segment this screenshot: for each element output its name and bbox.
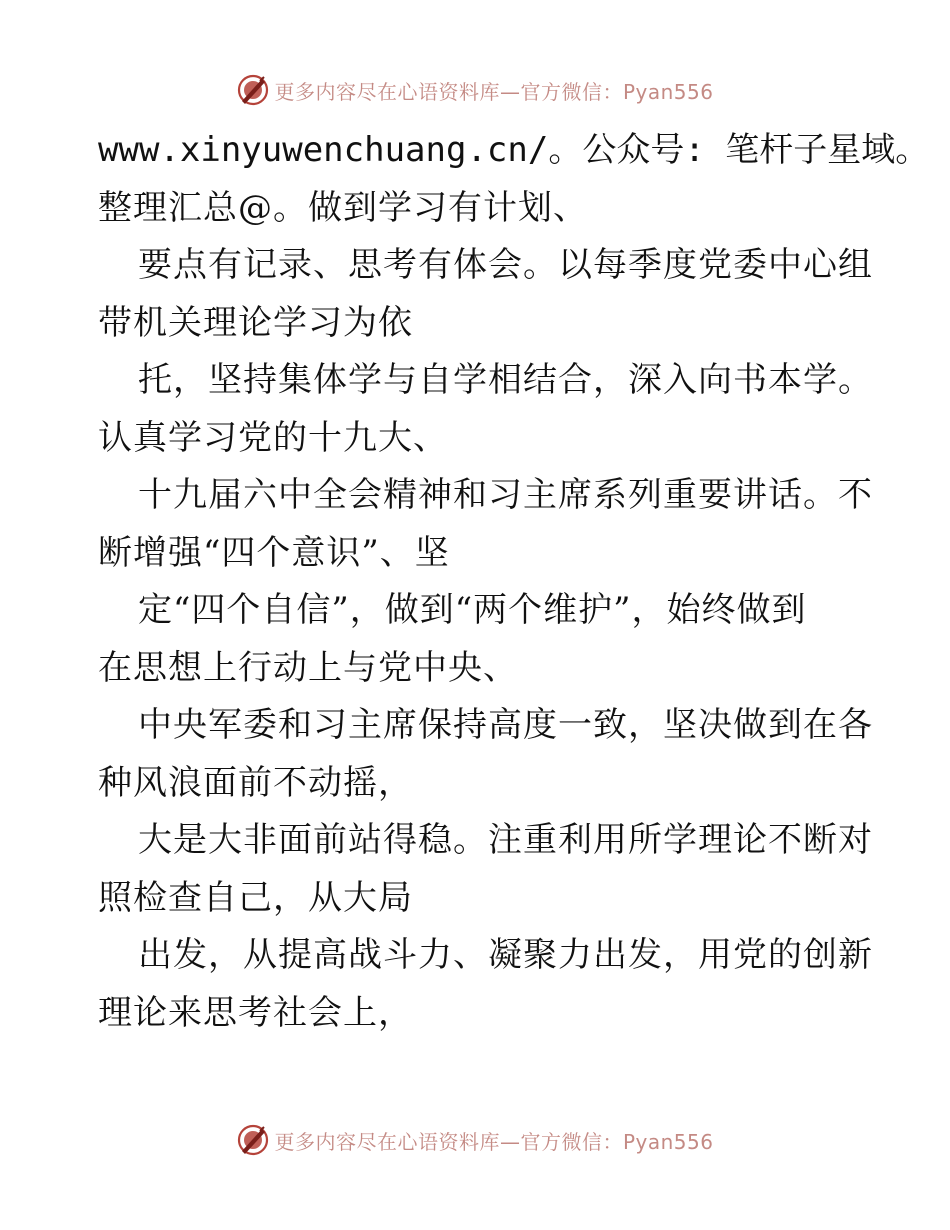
body-line: 认真学习党的十九大、 (98, 417, 448, 458)
body-line: 理论来思考社会上， (98, 992, 413, 1033)
body-line: 种风浪面前不动摇， (98, 762, 413, 803)
document-body (98, 122, 930, 1042)
header-banner (0, 70, 950, 110)
body-line: 托，坚持集体学与自学相结合，深入向书本学。 (138, 360, 873, 400)
footer-banner-text: 更多内容尽在心语资料库—官方微信：Pyan556 (274, 1129, 714, 1154)
body-line: 要点有记录、思考有体会。以每季度党委中心组 (138, 245, 873, 285)
pen-logo-icon (236, 73, 270, 107)
footer-banner (0, 1120, 950, 1160)
body-line: 在思想上行动上与党中央、 (98, 647, 518, 688)
body-line: 带机关理论学习为依 (98, 302, 413, 343)
body-line: 十九届六中全会精神和习主席系列重要讲话。不 (138, 475, 873, 515)
body-line: 断增强“四个意识”、坚 (98, 532, 450, 573)
body-line: 定“四个自信”，做到“两个维护”，始终做到 (138, 590, 807, 630)
pen-logo-icon (236, 1123, 270, 1157)
body-line: 照检查自己，从大局 (98, 877, 413, 918)
body-line: 整理汇总@。做到学习有计划、 (98, 187, 588, 228)
body-line: 出发，从提高战斗力、凝聚力出发，用党的创新 (138, 935, 873, 975)
body-line: www.xinyuwenchuang.cn/。公众号: 笔杆子星域。 (98, 130, 930, 170)
body-line: 大是大非面前站得稳。注重利用所学理论不断对 (138, 820, 873, 860)
body-line: 中央军委和习主席保持高度一致，坚决做到在各 (138, 705, 873, 745)
header-banner-text: 更多内容尽在心语资料库—官方微信：Pyan556 (274, 79, 714, 104)
